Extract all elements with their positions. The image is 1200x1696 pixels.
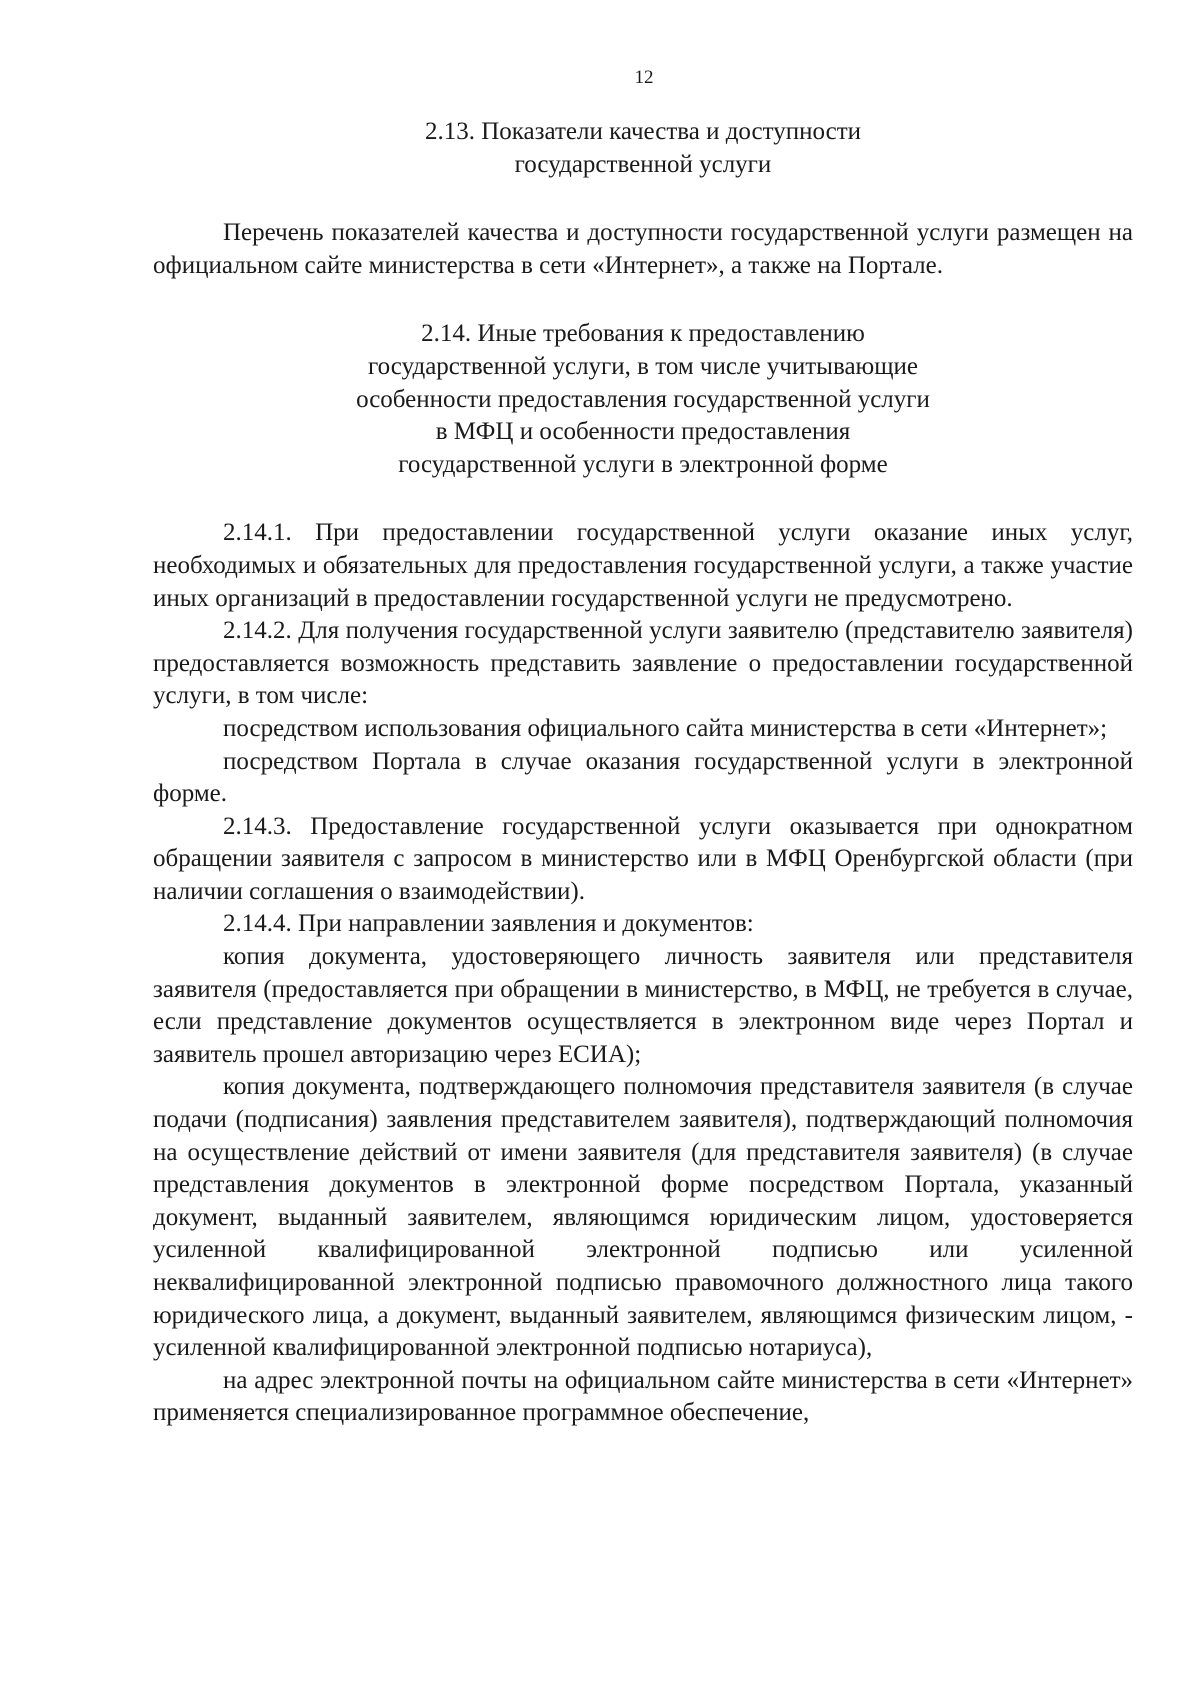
paragraph-authority-document: копия документа, подтверждающего полномочия представителя заявителя (в случае подачи (подписания) заявления представителем заявителя), подтверждающий полномочия на осуществление действий от имени заявителя (для представителя заявителя) (в случае представления документов в электронной форме посредством Портала, указанный документ, выданный заявителем, являющимся юридическим лицом, удостоверяется усиленной квалифицированной электронной подписью или усиленной неквалифицированной электронной подписью правомочного должностного лица такого юридического лица, а документ, выданный заявителем, являющимся физическим лицом, - усиленной квалифицированной электронной подписью нотариуса), [153, 1073, 1133, 1362]
section-2-14-heading-line: в МФЦ и особенности предоставления [435, 418, 851, 446]
paragraph-quality-indicators: Перечень показателей качества и доступности государственной услуги размещен на официальном сайте министерства в сети «Интернет», а также на Портале. [153, 219, 1133, 279]
paragraph-identity-document: копия документа, удостоверяющего личность заявителя или представителя заявителя (предоставляется при обращении в министерство, в МФЦ, не требуется в случае, если представление документов осуществляется в электронном виде через Портал и заявитель прошел авторизацию через ЕСИА); [153, 943, 1133, 1068]
paragraph-2-14-1: 2.14.1. При предоставлении государственной услуги оказание иных услуг, необходимых и обязательных для предоставления государственной услуги, а также участие иных организаций в предоставлении государственной услуги не предусмотрено. [153, 519, 1133, 612]
section-2-14-heading-line: особенности предоставления государственной услуги [356, 385, 930, 413]
section-2-14-heading [153, 318, 1133, 481]
section-2-14-heading-line: 2.14. Иные требования к предоставлению [421, 320, 865, 348]
section-2-13-heading [153, 116, 1133, 181]
paragraph-2-14-2: 2.14.2. Для получения государственной услуги заявителю (представителю заявителя) предоставляется возможность представить заявление о предоставлении государственной услуги, в том числе: [153, 617, 1133, 710]
paragraph-email-address: на адрес электронной почты на официальном сайте министерства в сети «Интернет» применяется специализированное программное обеспечение, [153, 1366, 1133, 1427]
section-2-13-heading-line: 2.13. Показатели качества и доступности [424, 118, 862, 145]
paragraph-2-14-3: 2.14.3. Предоставление государственной услуги оказывается при однократном обращении заявителя с запросом в министерство или в МФЦ Оренбургской области (при наличии соглашения о взаимодействии). [153, 812, 1133, 905]
paragraph-via-portal: посредством Портала в случае оказания государственной услуги в электронной форме. [153, 747, 1133, 808]
paragraph-via-website: посредством использования официального сайта министерства в сети «Интернет»; [223, 714, 1108, 742]
page-number: 12 [634, 67, 654, 88]
section-2-14-heading-line: государственной услуги, в том числе учитывающие [368, 352, 918, 380]
paragraph-2-14-4: 2.14.4. При направлении заявления и документов: [223, 910, 754, 938]
section-2-14-heading-line: государственной услуги в электронной форме [398, 450, 888, 478]
document-body [153, 116, 1133, 1430]
section-2-13-heading-line: государственной услуги [514, 150, 772, 178]
